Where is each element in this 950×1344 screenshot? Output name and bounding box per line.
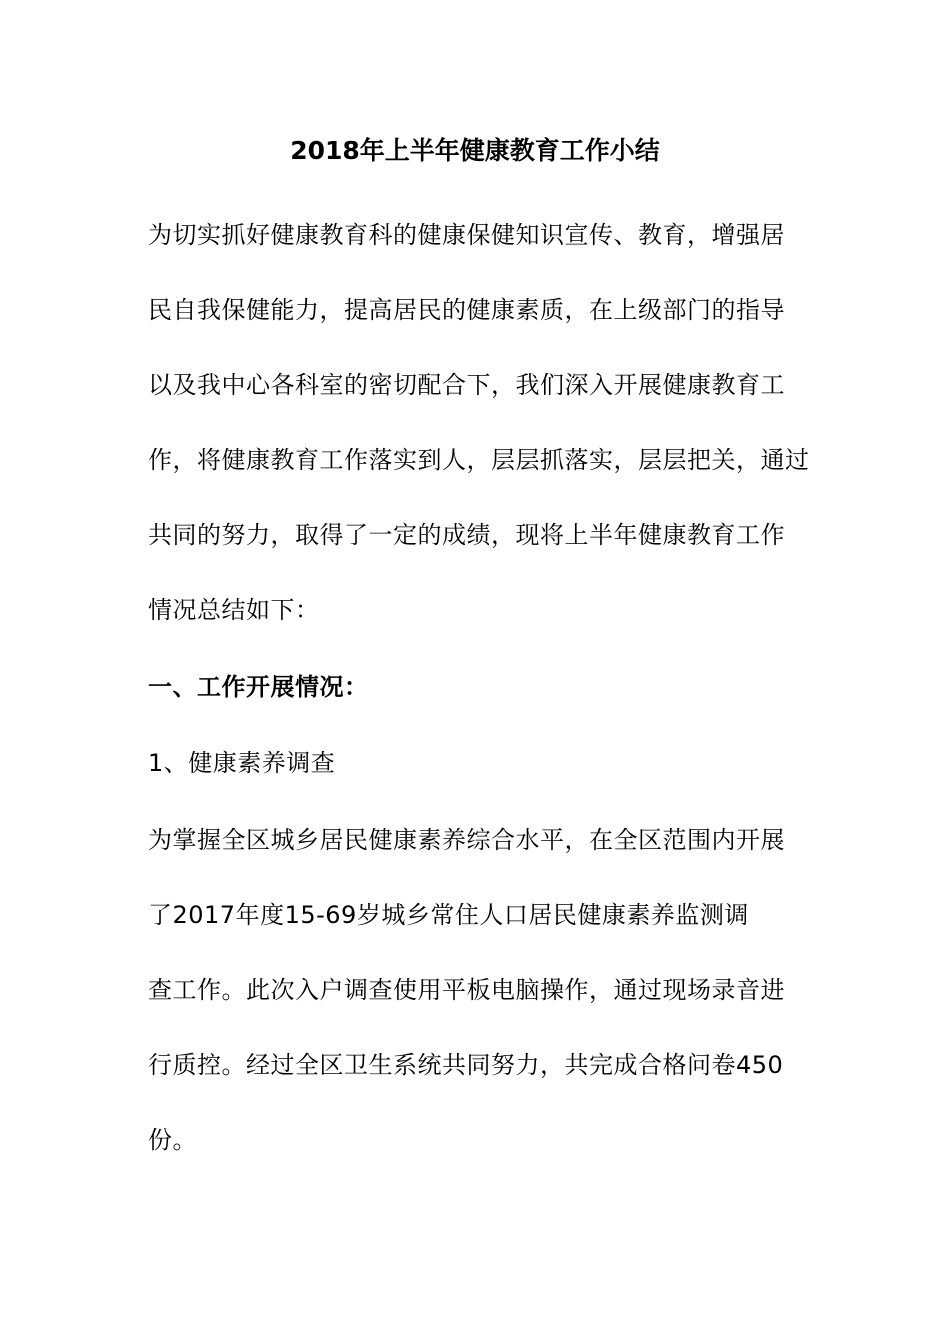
intro-paragraph — [148, 198, 808, 648]
survey-paragraph — [148, 803, 808, 1178]
section-heading: 一、工作开展情况： — [148, 673, 369, 701]
paragraph-line: 为切实抓好健康教育科的健康保健知识宣传、教育，增强居 — [148, 221, 785, 249]
paragraph-line: 查工作。此次入户调查使用平板电脑操作，通过现场录音进 — [148, 976, 785, 1004]
paragraph-line: 行质控。经过全区卫生系统共同努力，共完成合格问卷450 — [148, 1051, 784, 1079]
paragraph-line: 共同的努力，取得了一定的成绩，现将上半年健康教育工作 — [148, 521, 785, 549]
paragraph-line: 作，将健康教育工作落实到人，层层抓落实，层层把关，通过 — [148, 446, 810, 474]
paragraph-line: 情况总结如下： — [148, 596, 320, 624]
paragraph-line: 为掌握全区城乡居民健康素养综合水平，在全区范围内开展 — [148, 826, 785, 854]
paragraph-line: 了2017年度15-69岁城乡常住人口居民健康素养监测调 — [148, 901, 749, 929]
paragraph-line: 以及我中心各科室的密切配合下，我们深入开展健康教育工 — [148, 371, 785, 399]
subsection-heading: 1、健康素养调查 — [148, 749, 336, 777]
paragraph-line: 民自我保健能力，提高居民的健康素质，在上级部门的指导 — [148, 296, 785, 324]
paragraph-line: 份。 — [148, 1126, 197, 1154]
document-title: 2018年上半年健康教育工作小结 — [290, 136, 660, 165]
